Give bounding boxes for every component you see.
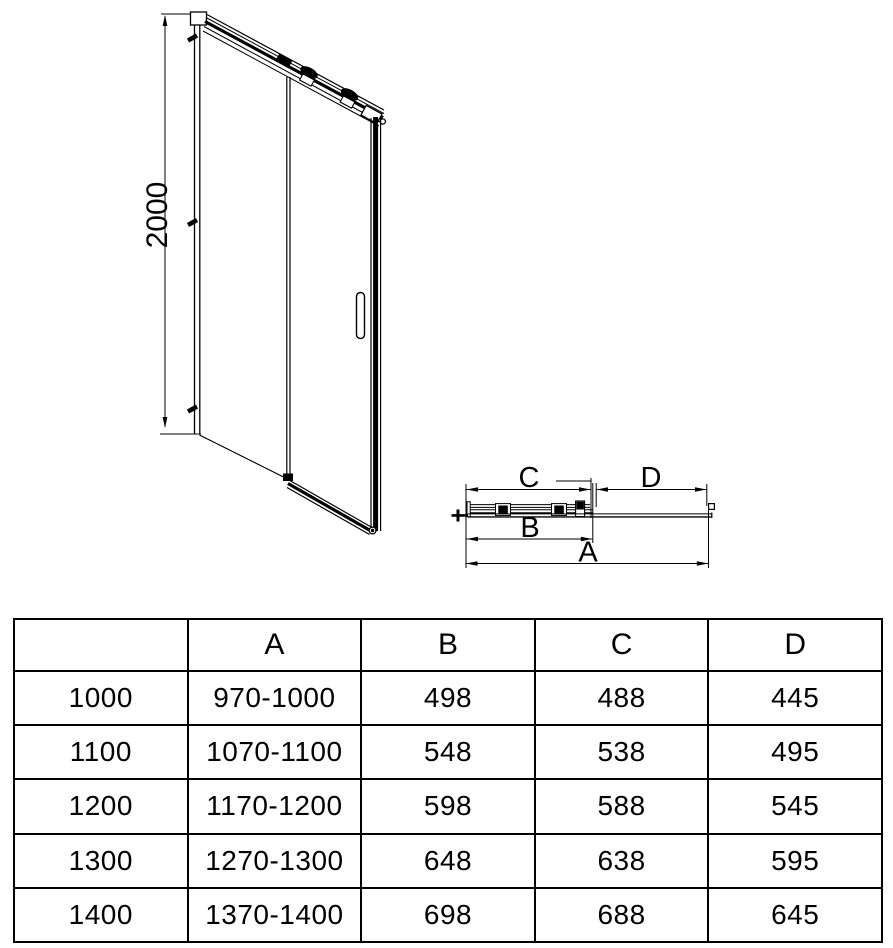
cell-a: 1170-1200 xyxy=(188,779,362,833)
cell-d: 445 xyxy=(708,671,882,725)
cell-a: 1270-1300 xyxy=(188,834,362,888)
dimension-a-label: A xyxy=(578,536,598,569)
cell-size: 1400 xyxy=(14,888,188,942)
front-elevation-view xyxy=(141,12,385,535)
right-door-frame xyxy=(371,117,381,531)
dimension-a xyxy=(466,537,708,569)
cell-b: 548 xyxy=(361,725,535,779)
cell-d: 495 xyxy=(708,725,882,779)
door-handle xyxy=(357,293,365,339)
cell-d: 645 xyxy=(708,888,882,942)
header-a: A xyxy=(188,619,362,671)
dimension-b-label: B xyxy=(520,512,540,544)
size-table-header-row xyxy=(14,619,882,671)
cell-d: 595 xyxy=(708,834,882,888)
dimension-d-label: D xyxy=(640,462,662,494)
cell-b: 498 xyxy=(361,671,535,725)
cell-size: 1100 xyxy=(14,725,188,779)
header-d: D xyxy=(708,619,882,671)
wall-bracket-top xyxy=(188,36,197,41)
dimension-c-label: C xyxy=(518,462,540,494)
table-row xyxy=(14,834,882,888)
cell-c: 688 xyxy=(535,888,709,942)
wall-bracket-bottom xyxy=(188,407,197,412)
table-row xyxy=(14,779,882,833)
bottom-rail xyxy=(200,435,377,535)
dimension-d xyxy=(597,462,707,494)
cell-c: 538 xyxy=(535,725,709,779)
cell-size: 1300 xyxy=(14,834,188,888)
cell-c: 588 xyxy=(535,779,709,833)
cell-a: 970-1000 xyxy=(188,671,362,725)
size-table xyxy=(13,618,883,943)
dimension-c xyxy=(467,462,591,494)
table-row xyxy=(14,671,882,725)
cell-size: 1000 xyxy=(14,671,188,725)
cell-b: 698 xyxy=(361,888,535,942)
cell-a: 1370-1400 xyxy=(188,888,362,942)
header-c: C xyxy=(535,619,709,671)
cell-d: 545 xyxy=(708,779,882,833)
cell-size: 1200 xyxy=(14,779,188,833)
top-rail xyxy=(203,14,385,126)
wall-profile xyxy=(188,12,207,434)
cell-b: 598 xyxy=(361,779,535,833)
table-row xyxy=(14,725,882,779)
wall-bracket-middle xyxy=(188,220,197,225)
cell-c: 638 xyxy=(535,834,709,888)
plan-view xyxy=(452,462,715,569)
cell-c: 488 xyxy=(535,671,709,725)
wall-bracket-plan xyxy=(709,504,715,510)
table-row xyxy=(14,888,882,942)
panel-divider xyxy=(284,77,293,481)
header-b: B xyxy=(361,619,535,671)
header-size xyxy=(14,619,188,671)
cell-b: 648 xyxy=(361,834,535,888)
cell-a: 1070-1100 xyxy=(188,725,362,779)
height-dimension-label: 2000 xyxy=(141,181,174,249)
